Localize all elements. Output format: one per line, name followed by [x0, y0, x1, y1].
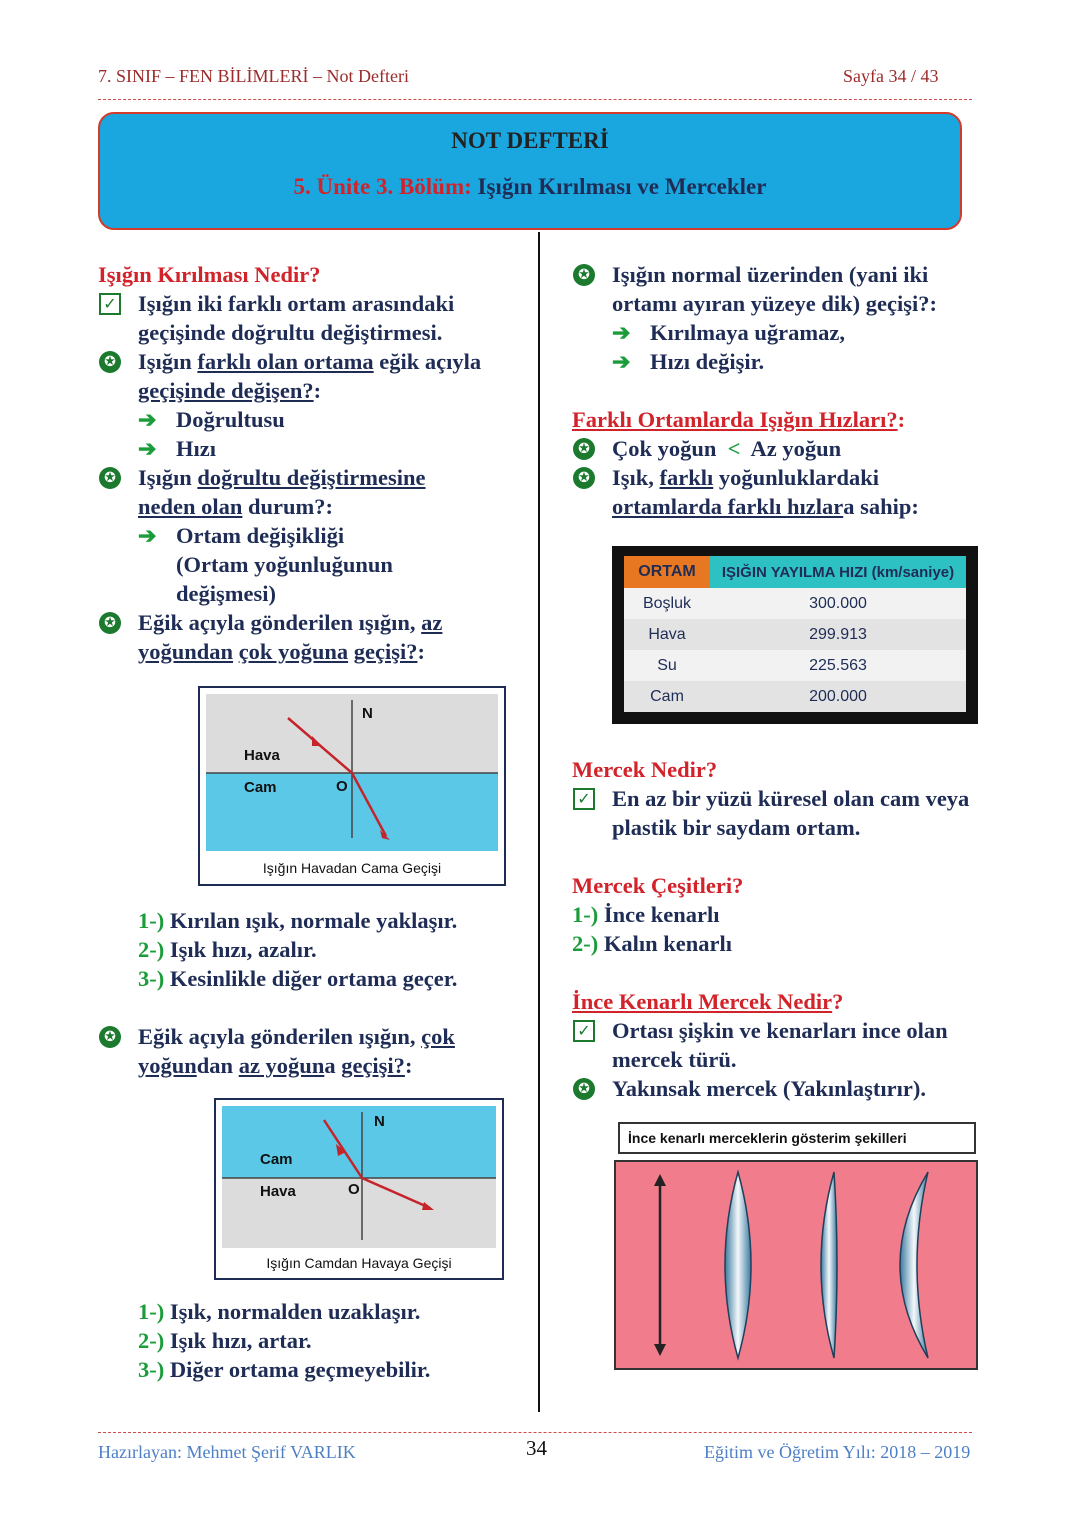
star-icon: ✪ — [99, 612, 121, 634]
list-item: ➔ Hızı değişir. — [612, 349, 765, 374]
lens-caption: İnce kenarlı merceklerin gösterim şekilleri — [618, 1122, 976, 1154]
arrow-icon: ➔ — [612, 320, 631, 345]
heading-lens-types: Mercek Çeşitleri? — [572, 873, 744, 898]
header-page: Sayfa 34 / 43 — [843, 66, 939, 86]
header-divider — [98, 99, 972, 100]
unit-title: Işığın Kırılması ve Mercekler — [477, 174, 767, 199]
normal-label: N — [362, 705, 373, 722]
table-row: Hava 299.913 — [624, 619, 966, 650]
figure-glass-to-air — [214, 1098, 504, 1280]
list-air-to-glass — [98, 906, 528, 1080]
footer-divider — [98, 1432, 972, 1433]
heading-refraction: Işığın Kırılması Nedir? — [98, 262, 321, 287]
list-item: ➔ Doğrultusu — [138, 407, 285, 432]
bullet-more-to-less: ✪ Eğik açıyla gönderilen ışığın, çok yoğundan az yoğuna geçişi?: — [98, 1022, 528, 1080]
figure-caption: Işığın Camdan Havaya Geçişi — [266, 1255, 452, 1271]
normal-label: N — [374, 1113, 385, 1130]
medium-top-label: Hava — [244, 747, 280, 764]
footer-author: Hazırlayan: Mehmet Şerif VARLIK — [98, 1442, 356, 1462]
list-item: 1-) Işık, normalden uzaklaşır. — [138, 1299, 421, 1324]
list-glass-to-air — [98, 1297, 528, 1384]
arrow-icon: ➔ — [612, 349, 631, 374]
table-row: Su 225.563 — [624, 650, 966, 681]
heading-lens: Mercek Nedir? — [572, 757, 718, 782]
header-course: 7. SINIF – FEN BİLİMLERİ – Not Defteri — [98, 66, 409, 86]
star-icon: ✪ — [573, 264, 595, 286]
table-row: Cam 200.000 — [624, 681, 966, 712]
bullet-speed-density: ✪ Işık, farklı yoğunluklardaki ortamlarda farklı hızlara sahip: — [572, 463, 982, 521]
bullet-converging: ✪ Yakınsak mercek (Yakınlaştırır). — [572, 1074, 982, 1103]
definition-text: Işığın iki farklı ortam arasındaki geçişinde doğrultu değiştirmesi. — [138, 291, 455, 345]
table-header: ORTAM — [624, 556, 710, 588]
lens-figure — [614, 1160, 978, 1370]
footer-year: Eğitim ve Öğretim Yılı: 2018 – 2019 — [704, 1442, 971, 1462]
figure-air-to-glass — [198, 686, 506, 886]
checkbox-icon: ✓ — [573, 1020, 595, 1042]
list-item: 3-) Kesinlikle diğer ortama geçer. — [138, 966, 458, 991]
heading-convex-lens: İnce Kenarlı Mercek Nedir? — [572, 989, 844, 1014]
checkbox-icon: ✓ — [99, 293, 121, 315]
list-item: 2-) Kalın kenarlı — [572, 931, 733, 956]
column-divider — [538, 232, 540, 1412]
checkbox-icon: ✓ — [573, 788, 595, 810]
list-item: ➔ Kırılmaya uğramaz, — [612, 320, 845, 345]
right-column — [572, 260, 982, 521]
arrow-icon: ➔ — [138, 523, 157, 548]
star-icon: ✪ — [99, 1026, 121, 1048]
refraction-diagram — [200, 688, 504, 884]
banner-title: NOT DEFTERİ — [451, 128, 609, 153]
medium-bottom-label: Hava — [260, 1183, 296, 1200]
table-row: Boşluk 300.000 — [624, 588, 966, 619]
title-banner — [98, 112, 962, 230]
footer-page-number: 34 — [526, 1436, 547, 1460]
refraction-diagram — [216, 1100, 502, 1278]
bullet-comparison: ✪ Çok yoğun < Az yoğun — [572, 434, 982, 463]
origin-label: O — [348, 1181, 360, 1198]
list-item: 3-) Diğer ortama geçmeyebilir. — [138, 1357, 431, 1382]
figure-caption: Işığın Havadan Cama Geçişi — [262, 860, 442, 876]
bullet-normal-incidence: ✪ Işığın normal üzerinden (yani iki ortamı ayıran yüzeye dik) geçişi?: — [572, 260, 982, 318]
arrow-icon: ➔ — [138, 436, 157, 461]
list-item: 1-) İnce kenarlı — [572, 902, 720, 927]
table-header: IŞIĞIN YAYILMA HIZI (km/saniye) — [710, 556, 966, 588]
right-column-lens — [572, 755, 982, 1103]
star-icon: ✪ — [573, 1078, 595, 1100]
lens-drawing — [616, 1162, 976, 1368]
star-icon: ✪ — [573, 438, 595, 460]
arrow-icon: ➔ — [138, 407, 157, 432]
list-item: ➔ Hızı — [138, 436, 216, 461]
medium-top-label: Cam — [260, 1151, 293, 1168]
bullet-changing: ✪ Işığın farklı olan ortama eğik açıyla geçişinde değişen?: — [98, 347, 528, 405]
star-icon: ✪ — [99, 351, 121, 373]
list-item: 2-) Işık hızı, artar. — [138, 1328, 312, 1353]
list-item: ➔ Ortam değişikliği (Ortam yoğunluğunun değişmesi) — [138, 523, 393, 606]
left-column — [98, 260, 528, 666]
origin-label: O — [336, 778, 348, 795]
list-item: 2-) Işık hızı, azalır. — [138, 937, 317, 962]
speed-table-frame — [612, 546, 978, 724]
bullet-cause: ✪ Işığın doğrultu değiştirmesine neden olan durum?: — [98, 463, 528, 521]
definition-refraction — [98, 289, 528, 347]
heading-speeds: Farklı Ortamlarda Işığın Hızları?: — [572, 407, 906, 432]
medium-bottom-label: Cam — [244, 779, 277, 796]
list-item: 1-) Kırılan ışık, normale yaklaşır. — [138, 908, 458, 933]
definition-lens: ✓ En az bir yüzü küresel olan cam veya plastik bir saydam ortam. — [572, 784, 982, 842]
definition-convex: ✓ Ortası şişkin ve kenarları ince olan mercek türü. — [572, 1016, 982, 1074]
bullet-less-to-more: ✪ Eğik açıyla gönderilen ışığın, az yoğundan çok yoğuna geçişi?: — [98, 608, 528, 666]
unit-label: 5. Ünite 3. Bölüm: — [293, 174, 472, 199]
star-icon: ✪ — [573, 467, 595, 489]
speed-table — [624, 556, 966, 712]
star-icon: ✪ — [99, 467, 121, 489]
banner-subtitle — [100, 174, 960, 200]
